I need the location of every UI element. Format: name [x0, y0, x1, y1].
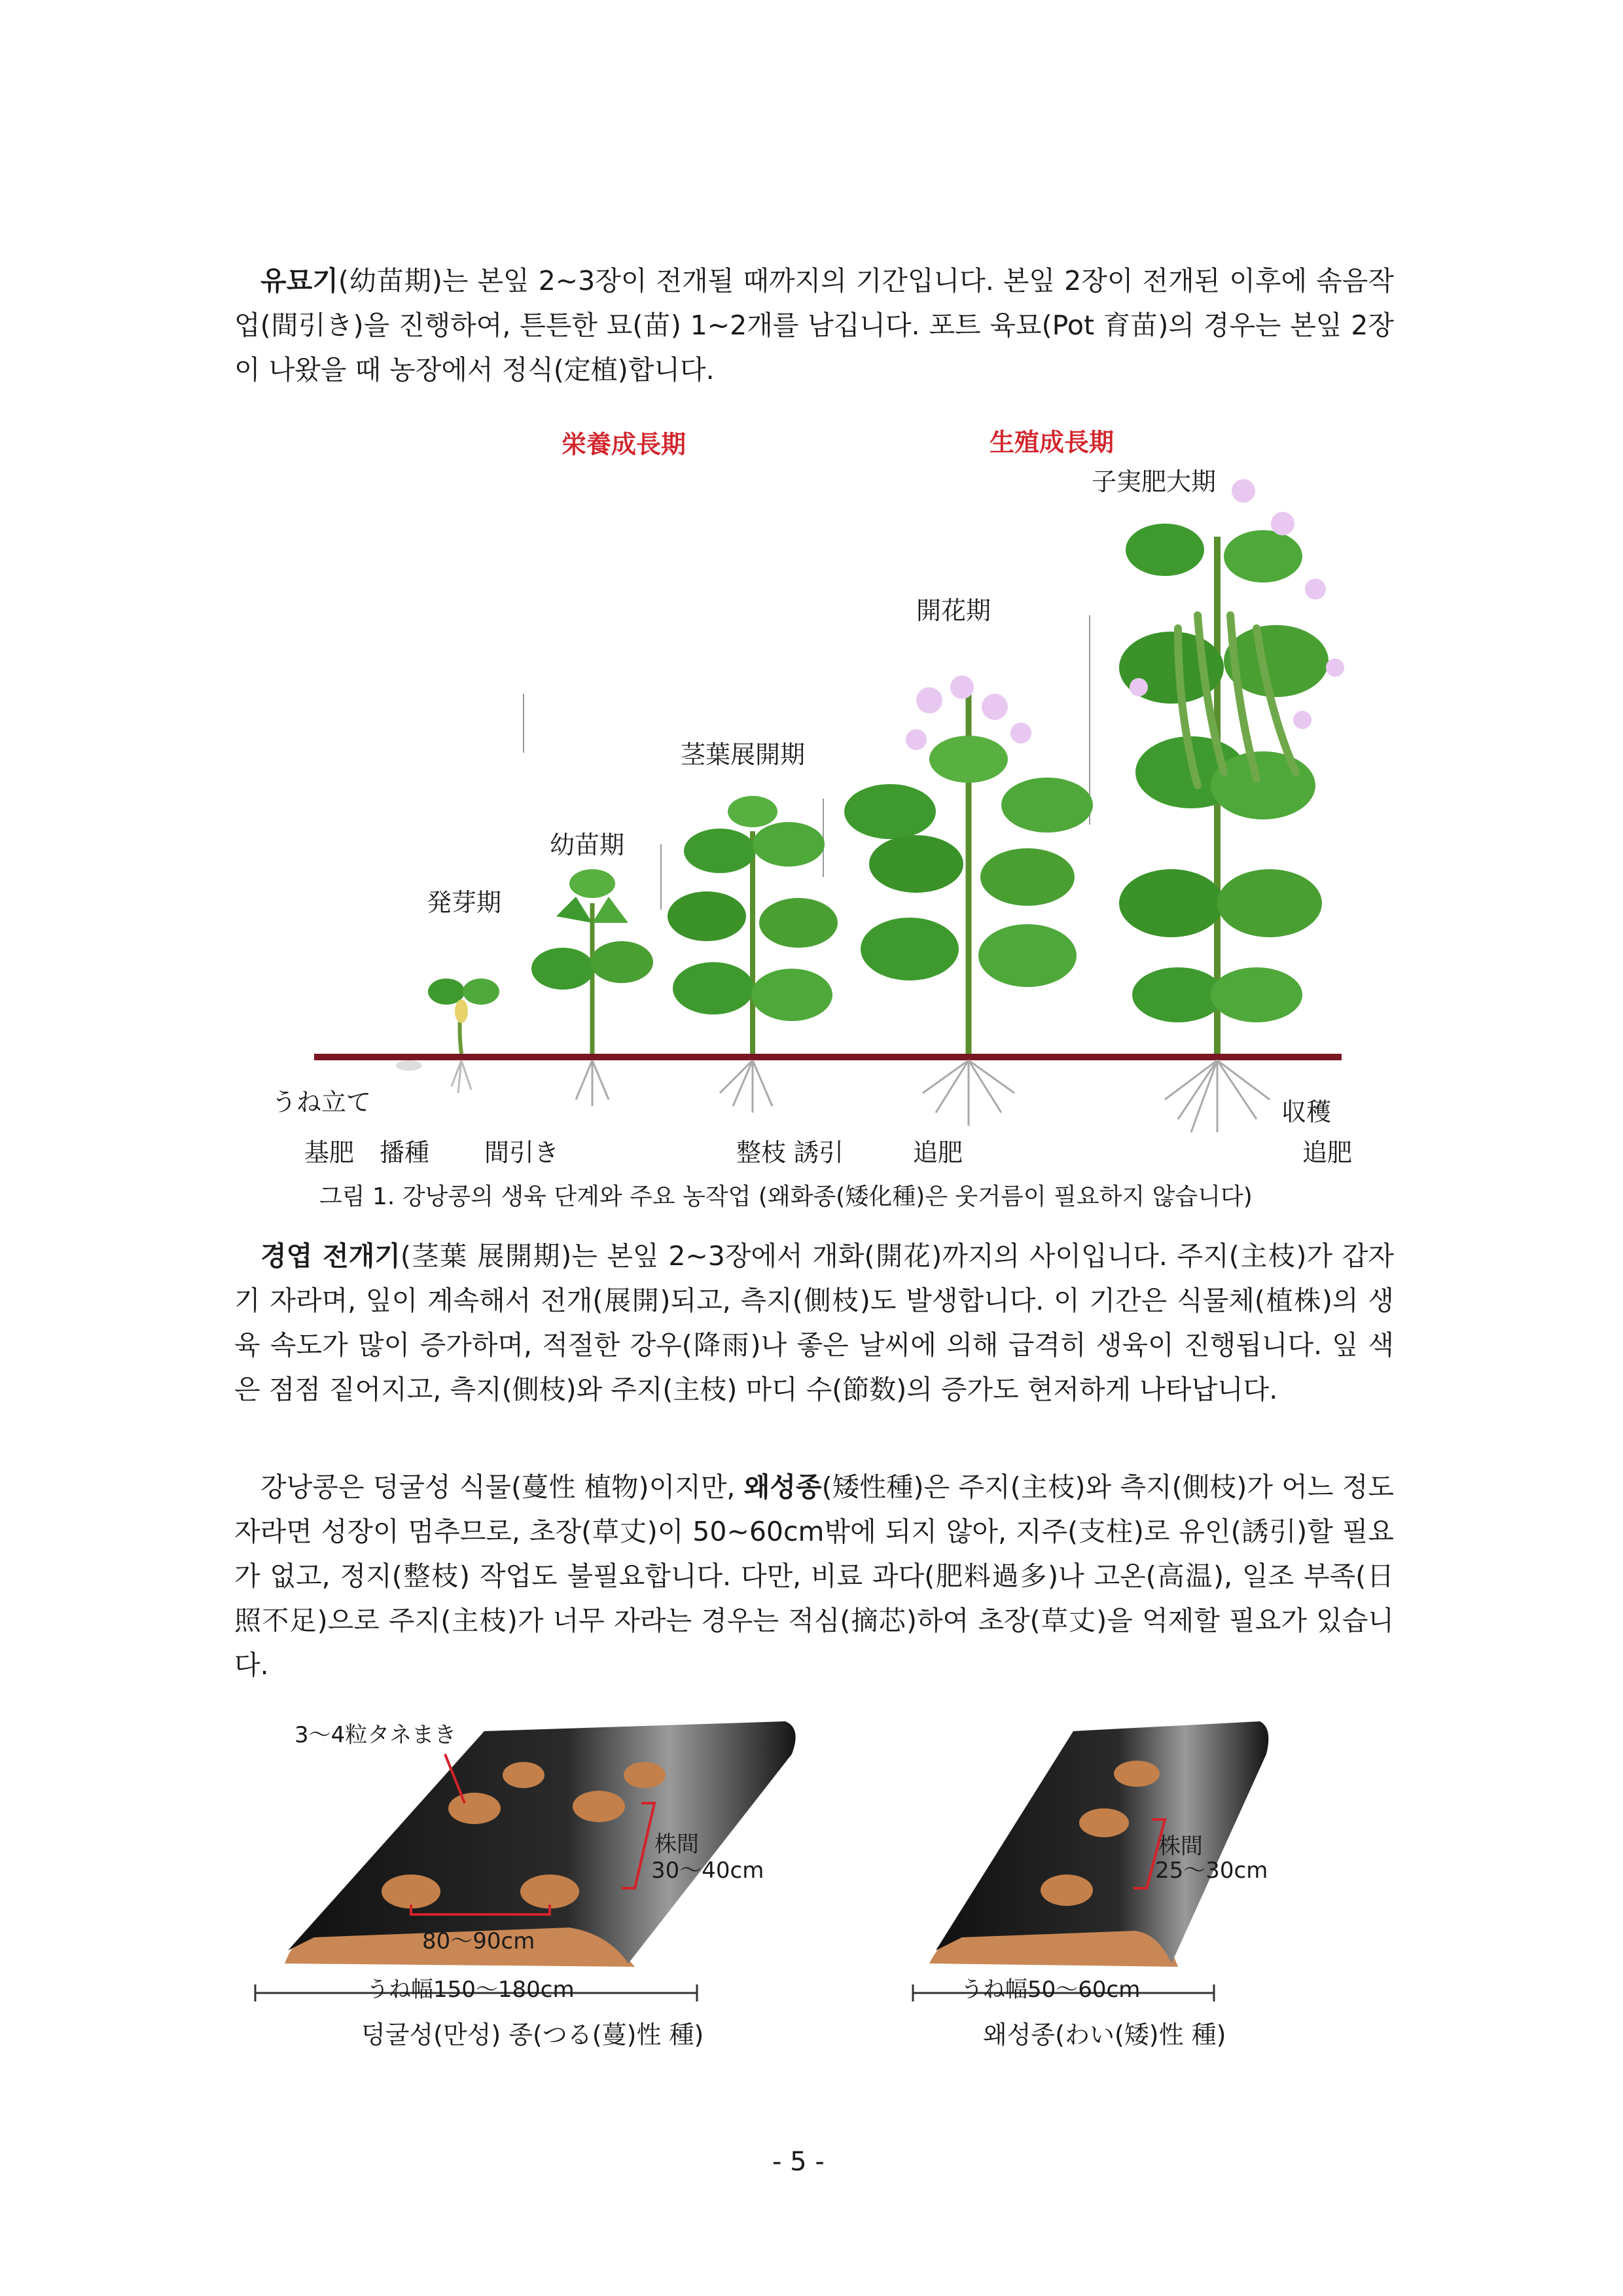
term-dwarf: 왜성종	[743, 1471, 822, 1503]
plant-seedling	[531, 869, 653, 1106]
stage-label-flowering: 開花期	[916, 596, 991, 625]
planting-diagram	[0, 1702, 1623, 2068]
row-spacing-label: 80～90cm	[422, 1928, 535, 1954]
plant-spacing-label-right: 株間	[1158, 1833, 1203, 1859]
paragraph-seedling-stage	[234, 259, 1394, 392]
reproductive-growth-label: 生殖成長期	[990, 428, 1115, 457]
plant-spacing-value-left: 30～40cm	[651, 1857, 764, 1884]
plant-spacing-value-right: 25～30cm	[1155, 1857, 1268, 1884]
vegetative-growth-label: 栄養成長期	[562, 430, 687, 459]
task-thinning: 間引き	[484, 1138, 560, 1167]
paragraph-dwarf-variety	[234, 1465, 1394, 1687]
task-topdress-2: 追肥	[1302, 1138, 1353, 1167]
stage-label-seedling: 幼苗期	[550, 831, 625, 859]
task-harvest: 収穫	[1281, 1098, 1332, 1126]
ridge-width-label-right: うね幅50～60cm	[961, 1977, 1141, 2003]
plant-germination	[428, 978, 499, 1093]
stage-label-leaf-expansion: 茎葉展開期	[681, 740, 806, 769]
dwarf-variety-caption: 왜성종(わい(矮)性 種)	[983, 2020, 1226, 2049]
figure1-caption: 그림 1. 강낭콩의 생육 단계와 주요 농작업 (왜화종(矮化種)은 웃거름이 필요하지 않습니다)	[319, 1183, 1253, 1210]
plant-spacing-label-left: 株間	[654, 1831, 699, 1857]
task-ridge: うね立て	[272, 1088, 372, 1117]
paragraph-text: (幼苗期)는 본잎 2~3장이 전개될 때까지의 기간입니다. 본잎 2장이 전개된 이후에 솎음작업(間引き)을 진행하여, 튼튼한 묘(苗) 1~2개를 남깁니다. 포트 육묘(Pot 育苗)의 경우는 본잎 2장이 나왔을 때 농장에서 정식(定植)합니다.	[234, 265, 1394, 386]
ground-line	[314, 1054, 1342, 1060]
paragraph-text: (矮性種)은 주지(主枝)와 측지(側枝)가 어느 정도 자라면 성장이 멈추므로, 초장(草丈)이 50~60cm밖에 되지 않아, 지주(支柱)로 유인(誘引)할 필요가 없고, 정지(整枝) 작업도 불필요합니다. 다만, 비료 과다(肥料過多)나 고온(高温), 일조 부족(日照不足)으로 주지(主枝)가 너무 자라는 경우는 적심(摘芯)하여 초장(草丈)을 억제할 필요가 있습니다.	[234, 1471, 1394, 1681]
paragraph-leaf-expansion-stage	[234, 1234, 1394, 1412]
task-base-fertilizer: 基肥	[304, 1138, 355, 1167]
plant-pod-filling	[1119, 479, 1344, 1132]
stage-label-germination: 発芽期	[427, 888, 502, 917]
task-training: 整枝 誘引	[736, 1138, 844, 1167]
page-number: - 5 -	[772, 2147, 825, 2177]
ridge-width-label-left: うね幅150～180cm	[366, 1977, 575, 2003]
plant-leaf-expansion	[668, 796, 838, 1113]
seeds-per-hole-label: 3～4粒タネまき	[294, 1722, 457, 1748]
paragraph-text: 강낭콩은 덩굴성 식물(蔓性 植物)이지만,	[260, 1471, 744, 1503]
term-leaf-expansion: 경엽 전개기	[260, 1240, 401, 1272]
paragraph-text: (茎葉 展開期)는 본잎 2~3장에서 개화(開花)까지의 사이입니다. 주지(主枝)가 갑자기 자라며, 잎이 계속해서 전개(展開)되고, 측지(側枝)도 발생합니다. 이 기간은 식물체(植株)의 생육 속도가 많이 증가하며, 적절한 강우(降雨)나 좋은 날씨에 의해 급격히 생육이 진행됩니다. 잎 색은 점점 짙어지고, 측지(側枝)와 주지(主枝) 마디 수(節数)의 증가도 현저하게 나타납니다.	[234, 1240, 1394, 1405]
term-seedling: 유묘기	[260, 265, 338, 296]
stage-label-pod-filling: 子実肥大期	[1092, 467, 1217, 496]
task-sowing: 播種	[380, 1138, 430, 1167]
growth-stage-illustration	[0, 406, 1623, 1178]
vine-variety-caption: 덩굴성(만성) 종(つる(蔓)性 種)	[361, 2020, 704, 2049]
seed	[396, 1060, 422, 1071]
task-topdress-1: 追肥	[913, 1138, 963, 1167]
